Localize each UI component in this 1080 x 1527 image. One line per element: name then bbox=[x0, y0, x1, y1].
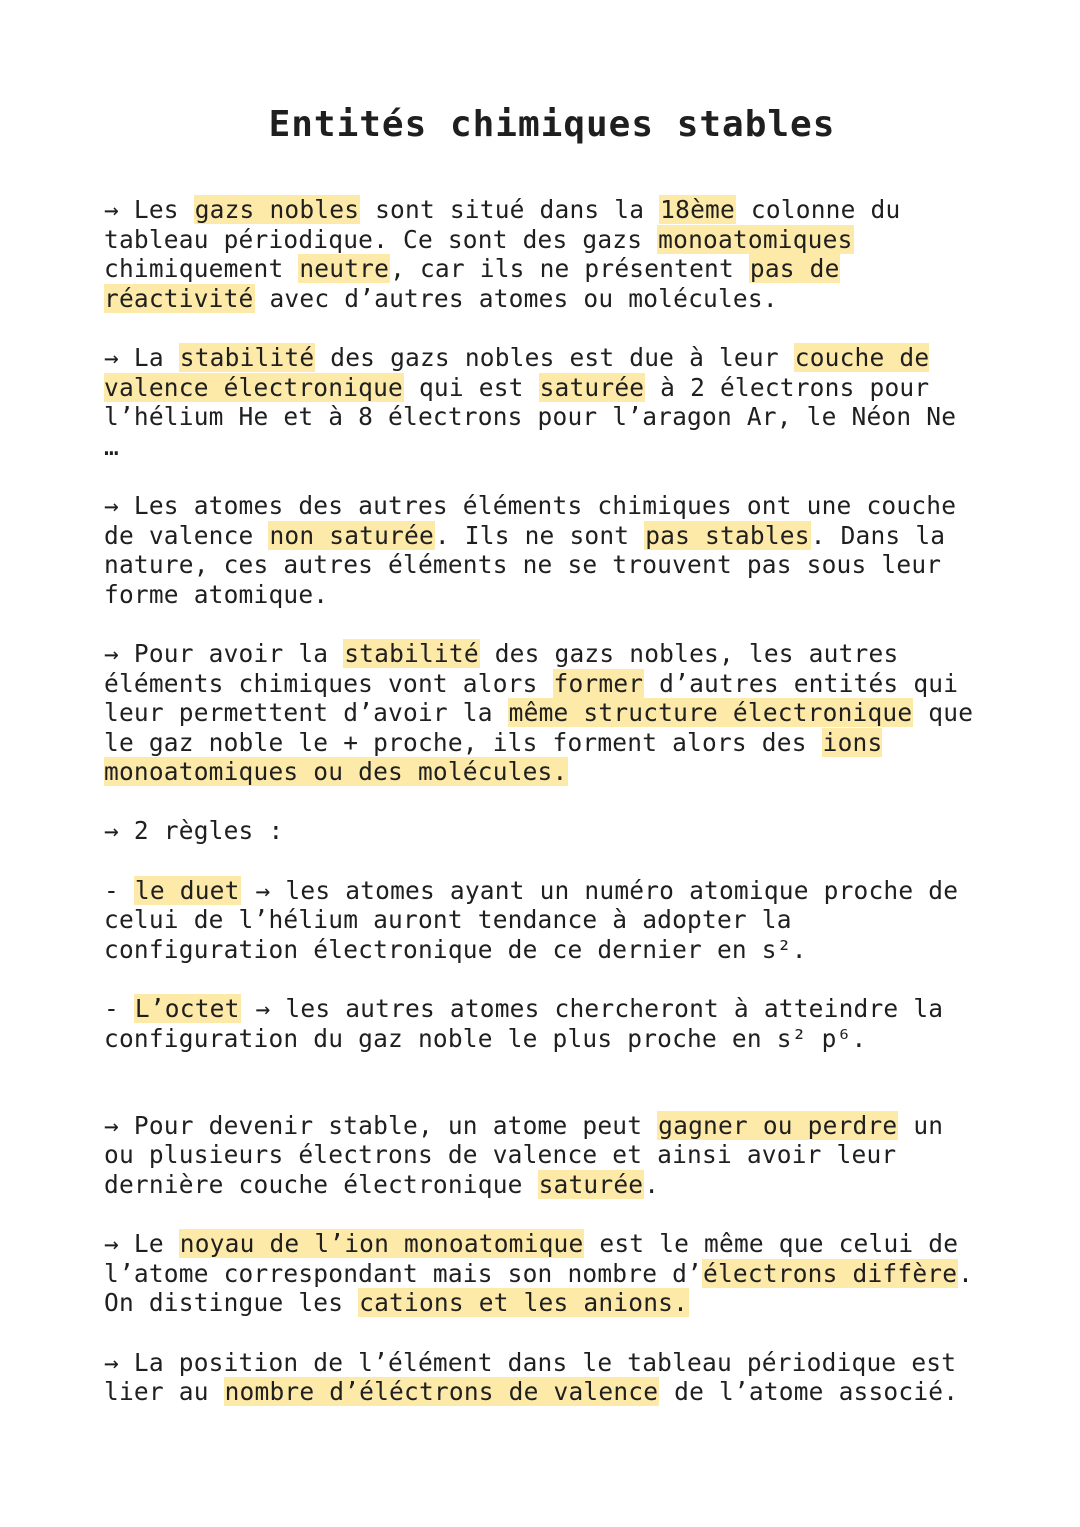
highlighted-text: pas de réactivité bbox=[104, 254, 840, 313]
text-segment: - bbox=[104, 875, 134, 905]
paragraph-regle-octet bbox=[104, 994, 984, 1053]
paragraph-autres-elements bbox=[104, 491, 984, 609]
text-segment: des gazs nobles est due à leur bbox=[315, 342, 794, 372]
text-segment: qui est bbox=[404, 372, 539, 402]
highlighted-text: stabilité bbox=[344, 638, 479, 668]
text-segment: , car ils ne présentent bbox=[390, 254, 749, 284]
text-segment: → 2 règles : bbox=[104, 816, 284, 846]
highlighted-text: former bbox=[553, 668, 644, 698]
text-segment: est le même que celui de l’atome correspondant mais son nombre d’ bbox=[104, 1229, 959, 1288]
spacer bbox=[104, 1083, 980, 1111]
text-segment: → La bbox=[104, 342, 179, 372]
highlighted-text: neutre bbox=[299, 254, 390, 284]
paragraph-position-element bbox=[104, 1348, 984, 1407]
highlighted-text: L’octet bbox=[134, 994, 240, 1024]
paragraph-gaz-nobles bbox=[104, 195, 984, 313]
paragraph-devenir-stable bbox=[104, 1111, 984, 1200]
text-segment: . bbox=[644, 1170, 660, 1199]
text-segment: → Pour devenir stable, un atome peut bbox=[104, 1110, 658, 1140]
highlighted-text: 18ème bbox=[660, 195, 735, 224]
text-segment: . Ils ne sont bbox=[434, 520, 645, 550]
text-segment: d’autres entités qui leur permettent d’avoir la bbox=[104, 668, 959, 728]
highlighted-text: cations et les anions. bbox=[359, 1288, 689, 1318]
text-segment: avec d’autres atomes ou molécules. bbox=[254, 283, 778, 313]
highlighted-text: ions monoatomiques ou des molécules. bbox=[104, 727, 883, 787]
highlighted-text: gagner ou perdre bbox=[658, 1110, 898, 1140]
paragraph-regle-duet bbox=[104, 876, 984, 965]
highlighted-text: gazs nobles bbox=[194, 195, 360, 224]
highlighted-text: pas stables bbox=[645, 520, 810, 550]
text-segment: → Les atomes des autres éléments chimiques ont une couche de valence bbox=[104, 490, 957, 550]
text-segment: que le gaz noble le + proche, ils forment alors des bbox=[104, 698, 974, 757]
notes-body bbox=[104, 195, 980, 1407]
text-segment: → Les bbox=[104, 195, 194, 224]
text-segment: de l’atome associé. bbox=[659, 1377, 959, 1407]
text-segment: à 2 électrons pour l’hélium He et à 8 électrons pour l’aragon Ar, le Néon Ne … bbox=[104, 372, 957, 461]
paragraph-stabilite bbox=[104, 343, 984, 461]
text-segment: des gazs nobles, les autres éléments chimiques vont alors bbox=[104, 638, 899, 698]
highlighted-text: électrons diffère bbox=[703, 1258, 958, 1288]
highlighted-text: couche de valence électronique bbox=[104, 342, 930, 402]
text-segment: . On distingue les bbox=[104, 1258, 974, 1318]
highlighted-text: stabilité bbox=[179, 342, 315, 372]
highlighted-text: saturée bbox=[538, 1170, 644, 1199]
highlighted-text: le duet bbox=[134, 875, 240, 905]
highlighted-text: même structure électronique bbox=[508, 698, 913, 728]
text-segment: - bbox=[104, 994, 134, 1024]
paragraph-former-entites bbox=[104, 639, 984, 787]
text-segment: chimiquement bbox=[104, 254, 299, 284]
text-segment: → Pour avoir la bbox=[104, 638, 344, 668]
text-segment: colonne du tableau périodique. Ce sont des gazs bbox=[104, 195, 901, 254]
text-segment: → les autres atomes chercheront à atteindre la configuration du gaz noble le plus proche en s² p⁶. bbox=[104, 994, 944, 1053]
paragraph-noyau-ion bbox=[104, 1229, 984, 1318]
page-title: Entités chimiques stables bbox=[268, 104, 836, 145]
highlighted-text: non saturée bbox=[269, 520, 434, 550]
highlighted-text: nombre d’éléctrons de valence bbox=[224, 1377, 659, 1407]
highlighted-text: saturée bbox=[539, 372, 645, 402]
paragraph-deux-regles bbox=[104, 816, 984, 846]
text-segment: . Dans la nature, ces autres éléments ne se trouvent pas sous leur forme atomique. bbox=[104, 520, 946, 609]
text-segment: → Le bbox=[104, 1229, 179, 1259]
highlighted-text: noyau de l’ion monoatomique bbox=[179, 1229, 584, 1259]
text-segment: → La position de l’élément dans le tableau périodique est lier au bbox=[104, 1347, 957, 1407]
highlighted-text: monoatomiques bbox=[658, 224, 853, 254]
text-segment: → les atomes ayant un numéro atomique proche de celui de l’hélium auront tendance à adopter la configuration électronique de ce dernier en s². bbox=[104, 875, 959, 964]
text-segment: sont situé dans la bbox=[360, 195, 660, 224]
text-segment: un ou plusieurs électrons de valence et ainsi avoir leur dernière couche électronique bbox=[104, 1110, 944, 1199]
